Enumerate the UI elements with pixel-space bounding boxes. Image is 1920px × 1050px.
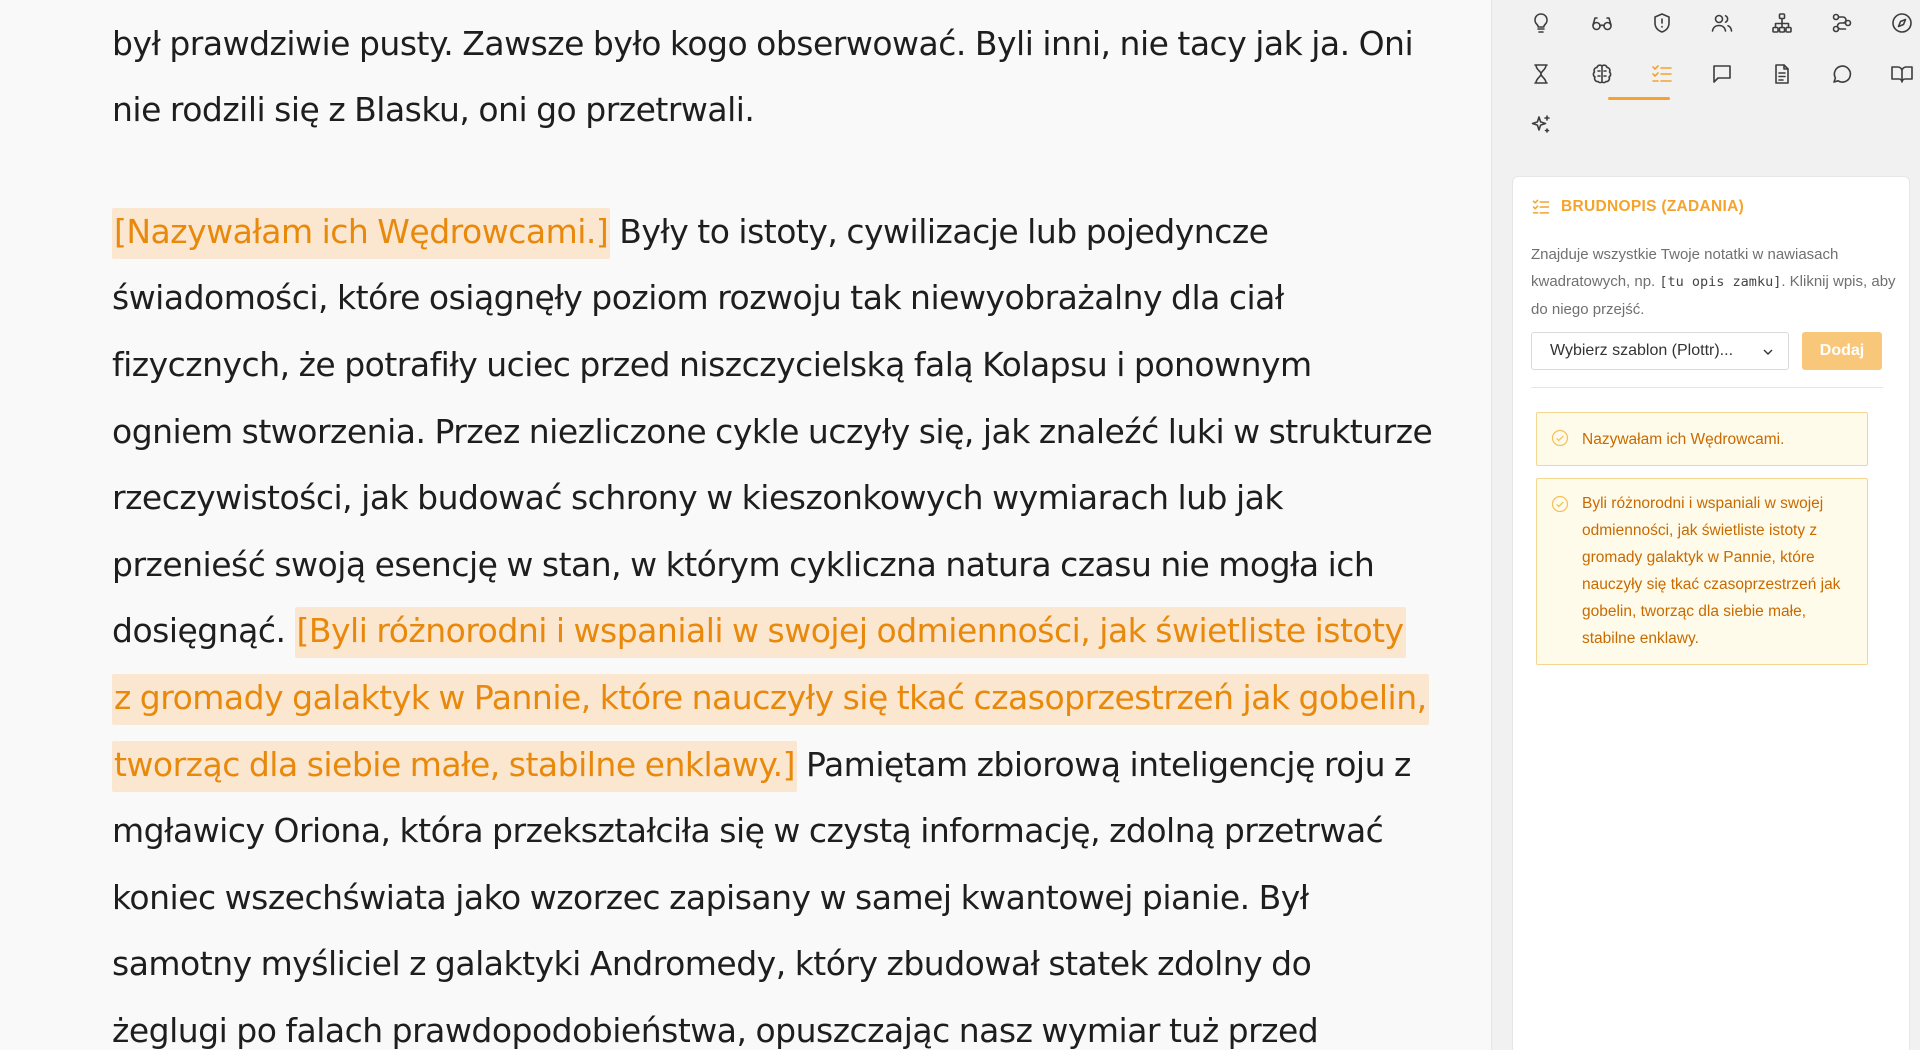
hierarchy-icon[interactable] bbox=[1760, 1, 1804, 45]
text-line bbox=[112, 0, 1412, 11]
bracket-note-highlight[interactable]: z gromady galaktyk w Pannie, które nauczyły się tkać czasoprzestrzeń jak gobelin, bbox=[112, 674, 1429, 725]
text-line: nie rodzili się z Blasku, oni go przetrwali. bbox=[112, 90, 755, 130]
text-line: samotny myśliciel z galaktyki Andromedy, który zbudował statek zdolny do bbox=[112, 944, 1312, 984]
message-circle-icon[interactable] bbox=[1820, 52, 1864, 96]
text-line: koniec wszechświata jako wzorzec zapisany w samej kwantowej pianie. Był bbox=[112, 877, 1309, 917]
sparkles-icon[interactable] bbox=[1519, 103, 1563, 147]
shield-icon[interactable] bbox=[1640, 1, 1684, 45]
lightbulb-icon[interactable] bbox=[1519, 1, 1563, 45]
text-line bbox=[112, 665, 1427, 732]
panel-description: Znajduje wszystkie Twoje notatki w nawiasach kwadratowych, np. [tu opis zamku]. Kliknij wpis, aby do niego przejść. bbox=[1531, 246, 1896, 318]
text-line: mgławicy Oriona, która przekształciła się w czystą informację, zdolną przetrwać bbox=[112, 811, 1384, 851]
workflow-icon[interactable] bbox=[1820, 1, 1864, 45]
chevron-down-icon bbox=[1760, 344, 1776, 365]
text-line: dosięgnąć. [Byli różnorodni i wspaniali w swojej odmienności, jak świetliste istoty bbox=[112, 598, 1412, 665]
check-circle-icon bbox=[1550, 494, 1570, 518]
checklist-icon bbox=[1531, 197, 1551, 217]
glasses-icon[interactable] bbox=[1580, 1, 1624, 45]
text-line: żeglugi po falach prawdopodobieństwa, opuszczając nasz wymiar tuż przed bbox=[112, 1010, 1319, 1050]
checklist-icon[interactable] bbox=[1640, 52, 1684, 96]
compass-icon[interactable] bbox=[1880, 1, 1920, 45]
bracket-note-highlight[interactable]: tworząc dla siebie małe, stabilne enklawy.] bbox=[112, 741, 797, 792]
text-line: świadomości, które osiągnęły poziom rozwoju tak niewyobrażalny dla ciał bbox=[112, 278, 1284, 318]
check-circle-icon bbox=[1550, 428, 1570, 452]
template-select[interactable]: Wybierz szablon (Plottr)... bbox=[1531, 332, 1789, 370]
divider bbox=[1531, 387, 1883, 388]
text-line: [Nazywałam ich Wędrowcami.] Były to istoty, cywilizacje lub pojedyncze bbox=[112, 199, 1412, 266]
text-line: był prawdziwie pusty. Zawsze było kogo obserwować. Byli inni, nie tacy jak ja. Oni bbox=[112, 23, 1414, 63]
add-button[interactable]: Dodaj bbox=[1802, 332, 1882, 370]
manuscript-text[interactable] bbox=[112, 0, 1433, 1050]
scratchpad-panel bbox=[1512, 176, 1910, 1050]
panel-title: BRUDNOPIS (ZADANIA) bbox=[1531, 197, 1744, 217]
text-line: ogniem stworzenia. Przez niezliczone cykle uczyły się, jak znaleźć luki w strukturze bbox=[112, 411, 1433, 451]
hourglass-icon[interactable] bbox=[1519, 52, 1563, 96]
users-icon[interactable] bbox=[1700, 1, 1744, 45]
brain-icon[interactable] bbox=[1580, 52, 1624, 96]
bracket-note-highlight[interactable]: [Nazywałam ich Wędrowcami.] bbox=[112, 208, 610, 259]
text-line: rzeczywistości, jak budować schrony w kieszonkowych wymiarach lub jak bbox=[112, 478, 1283, 518]
book-open-icon[interactable] bbox=[1880, 52, 1920, 96]
text-line: przenieść swoją esencję w stan, w którym cykliczna natura czasu nie mogła ich bbox=[112, 544, 1375, 584]
note-list-item[interactable]: Nazywałam ich Wędrowcami. bbox=[1536, 412, 1868, 466]
right-sidebar bbox=[1491, 0, 1920, 1050]
document-icon[interactable] bbox=[1760, 52, 1804, 96]
note-list-item[interactable]: Byli różnorodni i wspaniali w swojej odmienności, jak świetliste istoty z gromady galaktyk w Pannie, które nauczyły się tkać czasoprzestrzeń jak gobelin, tworząc dla siebie małe, stabilne enklawy. bbox=[1536, 478, 1868, 665]
tool-toolbar bbox=[1492, 0, 1920, 150]
message-square-icon[interactable] bbox=[1700, 52, 1744, 96]
bracket-note-highlight[interactable]: [Byli różnorodni i wspaniali w swojej odmienności, jak świetliste istoty bbox=[295, 607, 1406, 658]
text-line: tworząc dla siebie małe, stabilne enklawy.] Pamiętam zbiorową inteligencję roju z bbox=[112, 732, 1412, 799]
active-tool-indicator bbox=[1608, 97, 1670, 100]
text-line: fizycznych, że potrafiły uciec przed niszczycielską falą Kolapsu i ponownym bbox=[112, 344, 1312, 384]
